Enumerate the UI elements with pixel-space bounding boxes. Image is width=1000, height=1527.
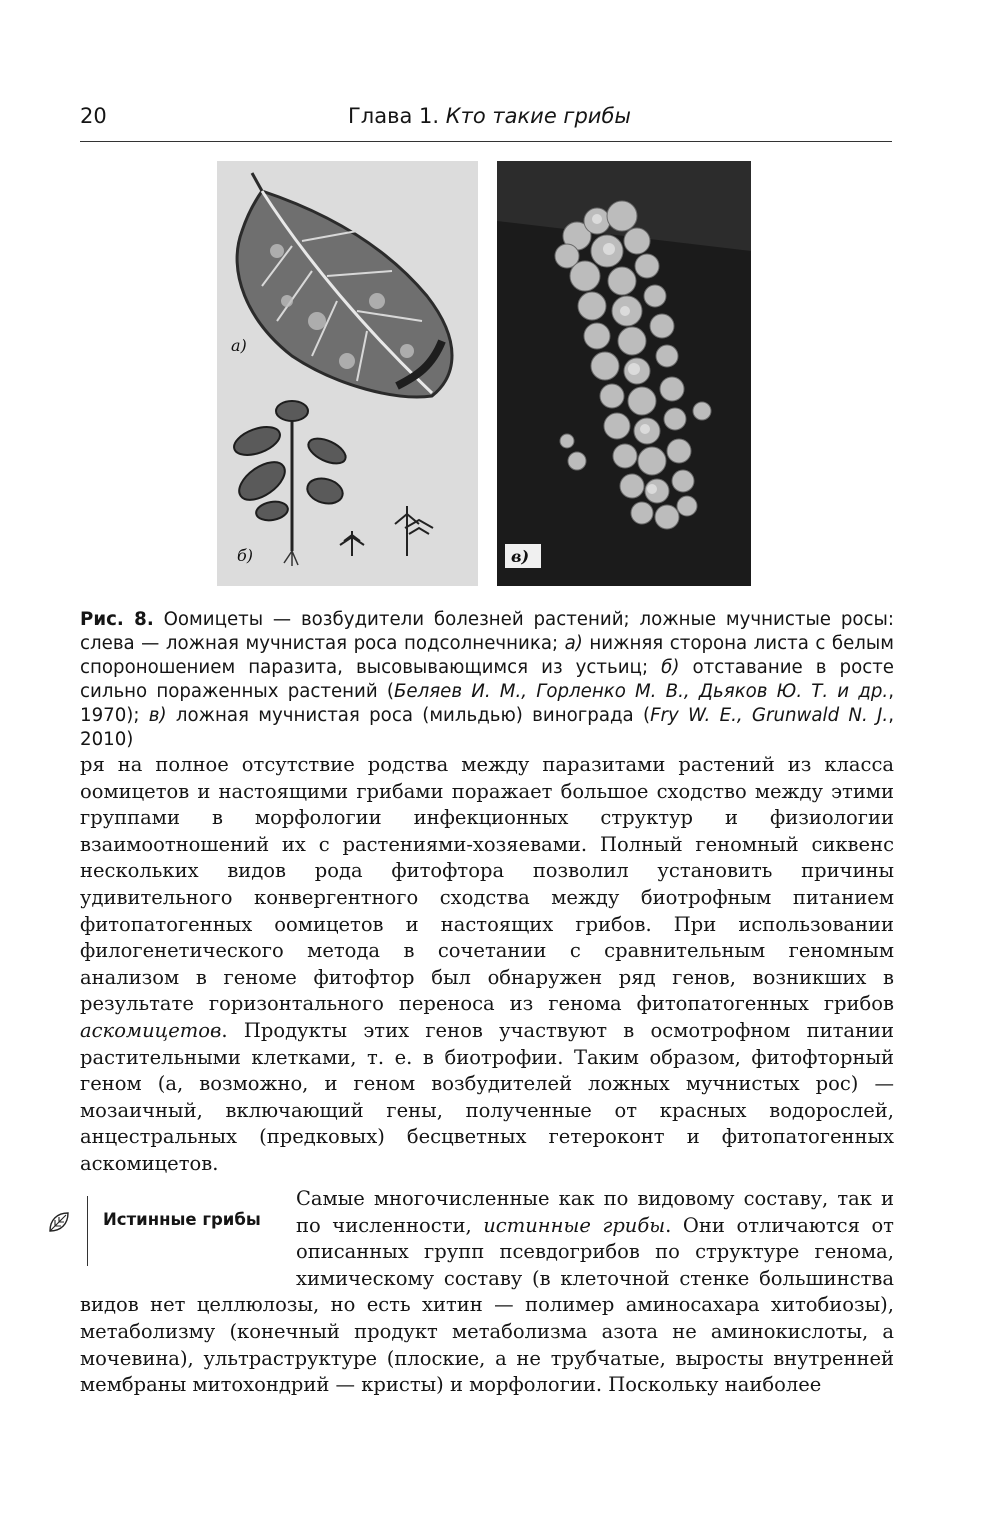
caption-marker-c: в) (148, 705, 167, 726)
figure-grape-photo (497, 161, 751, 586)
figure-label-b: б) (237, 546, 254, 565)
figure-label-a: а) (231, 336, 247, 355)
caption-reference: Беляев И. М., Горленко М. В., Дьяков Ю. Т. и др. (393, 681, 889, 702)
header-rule (80, 141, 892, 142)
margin-note-gap (80, 1186, 296, 1266)
body-paragraph-2 (80, 1186, 894, 1399)
caption-reference: Fry W. E., Grunwald N. J. (650, 705, 889, 726)
caption-text: нижняя сторона листа с белым спороношением паразита, высовывающимся из устьиц; (80, 633, 894, 678)
term-true-fungi: истинные грибы (483, 1213, 666, 1237)
paragraph-text: . Продукты этих генов участвуют в осмотрофном питании растительными клетками, т. е. в биотрофии. Таким образом, фитофторный геном (а, возможно, и геном возбудителей ложных мучнистых рос) — мозаичный, включающий гены, полученные от красных водорослей, анцестральных (предковых) бесцветных гетероконт и фитопатогенных аскомицетов. (80, 1018, 894, 1175)
caption-text: ложная мучнистая роса (мильдью) винограда ( (166, 705, 651, 726)
paragraph-text: . Они отличаются от описанных групп псевдогрибов по структуре генома, химическому составу (в клеточной стенке большинства видов нет целлюлозы, но есть хитин — полимер аминосахара хитобиозы), метаболизму (конечный продукт метаболизма азота не аминокислоты, а мочевина), ультраструктуре (плоские, а не трубчатые, выросты внутренней мембраны митохондрий — кристы) и морфологии. Поскольку наиболее (80, 1213, 894, 1397)
caption-label: Рис. 8. (80, 609, 154, 630)
caption-text: Оомицеты — возбудители болезней растений; ложные мучнистые росы: слева — ложная мучнистая роса подсолнечника; (80, 609, 894, 654)
grape-mildew-drawing (497, 161, 751, 586)
leaf-icon (47, 1210, 71, 1234)
caption-text: отставание в росте сильно пораженных растений ( (80, 657, 894, 702)
sunflower-drawing (217, 161, 478, 586)
caption-marker-b: б) (661, 657, 680, 678)
paragraph-text: ря на полное отсутствие родства между паразитами растений из класса оомицетов и настоящими грибами поражает большое сходство между этими группами в морфологии инфекционных структур и физиологии взаимоотношений их с растениями-хозяевами. Полный геномный сиквенс нескольких видов рода фитофтора позволил установить причины удивительного конвергентного сходства между биотрофным питанием фитопатогенных оомицетов и настоящих грибов. При использовании филогенетического метода в сочетании с сравнительным геномным анализом в геноме фитофтор был обнаружен ряд генов, возникших в результате горизонтального переноса из генома фитопатогенных грибов (80, 753, 894, 1016)
running-title (348, 104, 631, 128)
page-number: 20 (80, 104, 107, 128)
caption-text: , 2010) (80, 705, 894, 750)
page-header (80, 104, 892, 138)
caption-text: , 1970); (80, 681, 894, 726)
figure-sunflower-illustration (217, 161, 478, 586)
caption-marker-a: а) (564, 633, 583, 654)
paragraph-text: Самые многочисленные как по видовому составу, так и по численности, (296, 1187, 894, 1237)
figure-caption (80, 608, 894, 752)
body-paragraph-1 (80, 752, 894, 1178)
figure-label-c: в) (511, 547, 530, 566)
chapter-title: Кто такие грибы (445, 104, 631, 128)
chapter-prefix: Глава 1. (348, 104, 446, 128)
margin-note-label: Истинные грибы (103, 1210, 261, 1229)
term-ascomycetes: аскомицетов (80, 1018, 222, 1042)
